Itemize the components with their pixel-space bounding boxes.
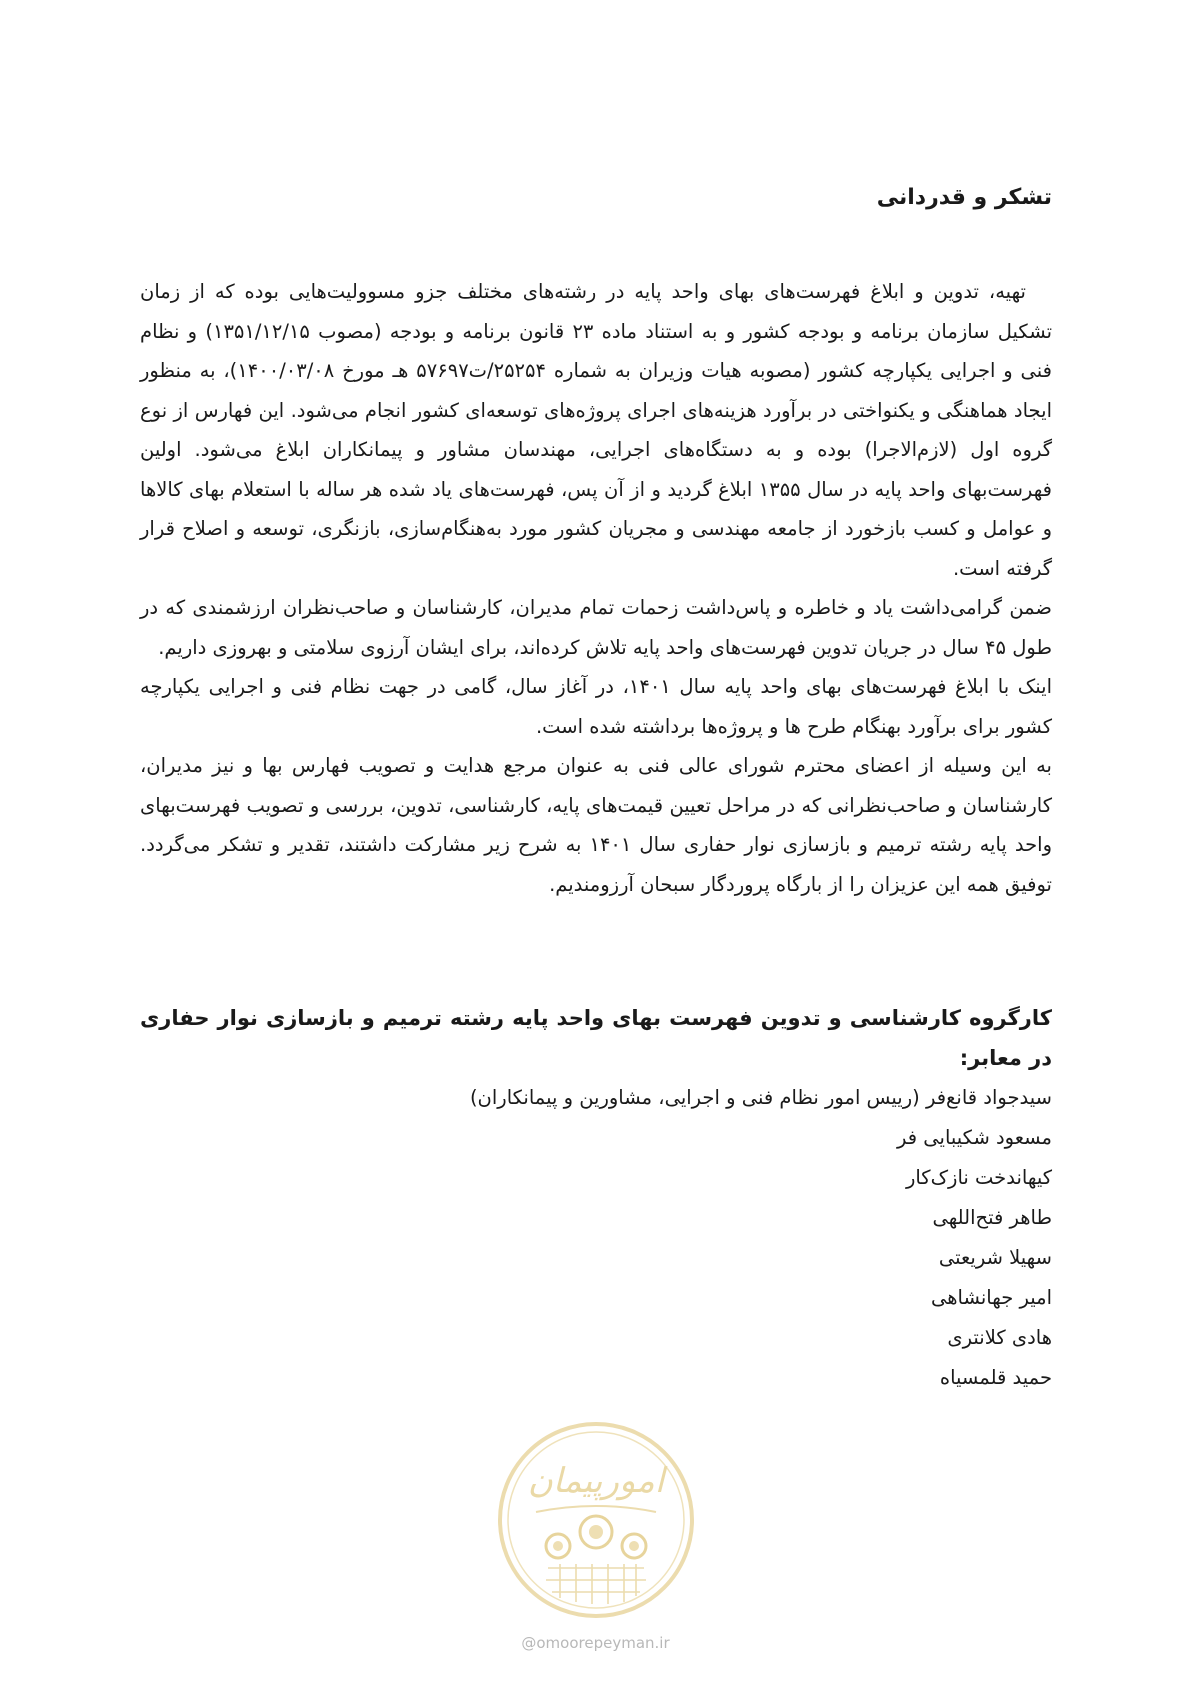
paragraph-announcement: اینک با ابلاغ فهرست‌های بهای واحد پایه سال ۱۴۰۱، در آغاز سال، گامی در جهت نظام فنی و اجرایی یکپارچه کشور برای برآورد بهنگام طرح ها و پروژه‌ها برداشته شده است. (140, 675, 1052, 738)
working-group-heading: کارگروه کارشناسی و تدوین فهرست بهای واحد پایه رشته ترمیم و بازسازی نوار حفاری در معابر: (140, 1006, 1052, 1070)
member-item: مسعود شکیبایی فر (897, 1126, 1052, 1149)
paragraph-tribute: ضمن گرامی‌داشت یاد و خاطره و پاس‌داشت زحمات تمام مدیران، کارشناسان و صاحب‌نظران ارزشمندی که در طول ۴۵ سال در جریان تدوین فهرست‌های واحد پایه تلاش کرده‌اند، برای ایشان آرزوی سلامتی و بهروزی داریم. (140, 596, 1052, 659)
member-item: کیهاندخت نازک‌کار (905, 1166, 1052, 1189)
watermark-logo-text: امورپیمان (527, 1461, 665, 1501)
document-body (140, 180, 1052, 1398)
watermark-site: @omoorepeyman.ir (521, 1634, 670, 1652)
working-group-members (140, 1078, 1052, 1398)
member-item: طاهر فتح‌اللهی (932, 1206, 1052, 1229)
member-item: هادی کلانتری (947, 1326, 1052, 1349)
paragraph-thanks: به این وسیله از اعضای محترم شورای عالی فنی به عنوان مرجع هدایت و تصویب فهارس بها و نیز مدیران، کارشناسان و صاحب‌نظرانی که در مراحل تعیین قیمت‌های پایه، کارشناسی، تدوین، بررسی و تصویب فهرست‌بهای واحد پایه رشته ترمیم و بازسازی نوار حفاری سال ۱۴۰۱ به شرح زیر مشارکت داشتند، تقدیر و تشکر می‌گردد. توفیق همه این عزیزان را از بارگاه پروردگار سبحان آرزومندیم. (140, 754, 1052, 896)
member-item: سهیلا شریعتی (938, 1246, 1052, 1269)
member-item: حمید قلمسیاه (939, 1366, 1052, 1389)
paragraph-intro: تهیه، تدوین و ابلاغ فهرست‌های بهای واحد پایه در رشته‌های مختلف جزو مسوولیت‌هایی بوده که از زمان تشکیل سازمان برنامه و بودجه کشور و به استناد ماده ۲۳ قانون برنامه و بودجه (مصوب ۱۳۵۱/۱۲/۱۵) و نظام فنی و اجرایی یکپارچه کشور (مصوبه هیات وزیران به شماره ۲۵۲۵۴/ت۵۷۶۹۷ هـ مورخ ۱۴۰۰/۰۳/۰۸)، به منظور ایجاد هماهنگی و یکنواختی در برآورد هزینه‌های اجرای پروژه‌های توسعه‌ای کشور انجام می‌شود. این فهارس از نوع گروه اول (لازم‌الاجرا) بوده و به دستگاه‌های اجرایی، مهندسان مشاور و پیمانکاران ابلاغ می‌شود. اولین فهرست‌بهای واحد پایه در سال ۱۳۵۵ ابلاغ گردید و از آن پس، فهرست‌های یاد شده هر ساله با استعلام بهای کالاها و عوامل و کسب بازخورد از جامعه مهندسی و مجریان کشور مورد به‌هنگام‌سازی، بازنگری، توسعه و اصلاح قرار گرفته است. (140, 280, 1053, 580)
page-title: تشکر و قدردانی (876, 185, 1052, 210)
member-item: سیدجواد قانع‌فر (رییس امور نظام فنی و اجرایی، مشاورین و پیمانکاران) (469, 1086, 1052, 1109)
watermark-seal-icon (496, 1420, 696, 1620)
member-item: امیر جهانشاهی (931, 1286, 1052, 1309)
